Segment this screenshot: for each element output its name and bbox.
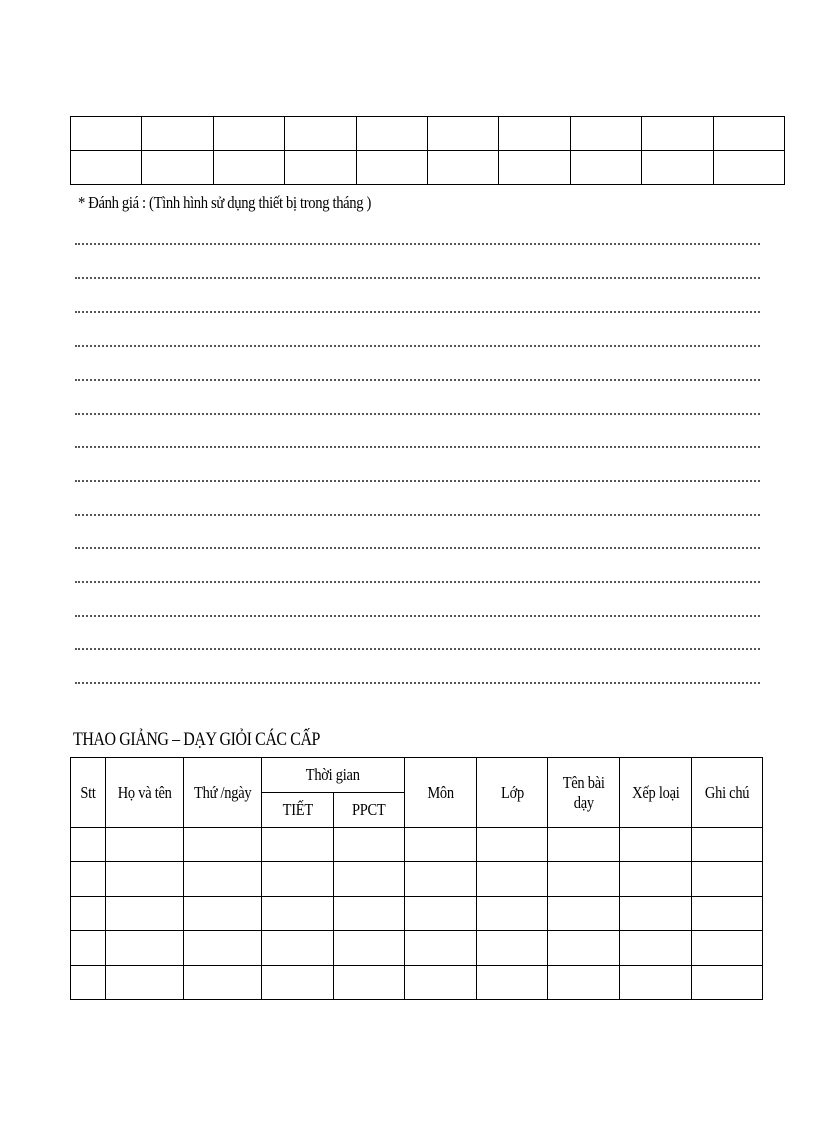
table-cell <box>620 828 692 862</box>
evaluation-heading: * Đánh giá : (Tình hình sử dụng thiết bị trong tháng ) <box>78 193 372 212</box>
dotted-writing-line <box>75 446 760 448</box>
section-title: THAO GIẢNG – DẠY GIỎI CÁC CẤP <box>73 729 321 750</box>
empty-cell <box>642 117 713 151</box>
table-cell <box>106 931 184 965</box>
table-cell <box>71 931 106 965</box>
dotted-writing-line <box>75 648 760 650</box>
table-cell <box>405 862 477 896</box>
top-grid-row <box>71 151 785 185</box>
table-row <box>71 896 763 930</box>
empty-cell <box>713 117 784 151</box>
empty-cell <box>142 151 213 185</box>
table-cell <box>692 862 763 896</box>
table-cell <box>184 896 262 930</box>
table-cell <box>262 828 334 862</box>
top-grid-row <box>71 117 785 151</box>
dotted-writing-line <box>75 547 760 549</box>
table-cell <box>106 828 184 862</box>
table-cell <box>548 862 620 896</box>
header-lop: Lớp <box>477 758 548 828</box>
table-row <box>71 828 763 862</box>
empty-cell <box>499 117 570 151</box>
table-cell <box>692 828 763 862</box>
dotted-writing-line <box>75 581 760 583</box>
table-cell <box>334 828 405 862</box>
header-stt: Stt <box>71 758 106 828</box>
table-cell <box>477 965 548 999</box>
table-cell <box>692 896 763 930</box>
table-cell <box>334 896 405 930</box>
table-row <box>71 931 763 965</box>
table-cell <box>405 828 477 862</box>
table-cell <box>477 931 548 965</box>
header-thoi-gian: Thời gian <box>262 758 405 793</box>
table-cell <box>405 965 477 999</box>
empty-cell <box>642 151 713 185</box>
table-cell <box>184 965 262 999</box>
empty-cell <box>213 151 284 185</box>
dotted-writing-line <box>75 413 760 415</box>
table-cell <box>477 896 548 930</box>
empty-cell <box>570 151 641 185</box>
empty-cell <box>427 117 498 151</box>
empty-cell <box>427 151 498 185</box>
empty-cell <box>71 151 142 185</box>
empty-cell <box>71 117 142 151</box>
header-tiet: TIẾT <box>262 793 334 828</box>
table-cell <box>620 965 692 999</box>
dotted-writing-line <box>75 277 760 279</box>
table-cell <box>334 931 405 965</box>
table-cell <box>184 931 262 965</box>
table-cell <box>692 931 763 965</box>
table-cell <box>548 896 620 930</box>
header-ghi-chu: Ghi chú <box>692 758 763 828</box>
dotted-writing-line <box>75 311 760 313</box>
table-cell <box>106 862 184 896</box>
header-mon: Môn <box>405 758 477 828</box>
header-ten-bai-day: Tên bài dạy <box>548 758 620 828</box>
table-cell <box>334 862 405 896</box>
empty-cell <box>356 117 427 151</box>
empty-cell <box>499 151 570 185</box>
table-cell <box>184 862 262 896</box>
teaching-table <box>70 757 763 1000</box>
table-cell <box>71 828 106 862</box>
table-cell <box>548 931 620 965</box>
table-cell <box>548 965 620 999</box>
header-thu-ngay: Thứ /ngày <box>184 758 262 828</box>
table-cell <box>262 896 334 930</box>
empty-cell <box>213 117 284 151</box>
top-grid-table <box>70 116 785 185</box>
empty-cell <box>570 117 641 151</box>
table-cell <box>692 965 763 999</box>
table-cell <box>106 896 184 930</box>
table-cell <box>71 896 106 930</box>
table-cell <box>262 862 334 896</box>
table-cell <box>405 896 477 930</box>
table-cell <box>548 828 620 862</box>
table-cell <box>334 965 405 999</box>
table-row <box>71 862 763 896</box>
empty-cell <box>285 151 356 185</box>
table-cell <box>477 828 548 862</box>
header-ppct: PPCT <box>334 793 405 828</box>
table-cell <box>184 828 262 862</box>
table-row <box>71 965 763 999</box>
table-cell <box>106 965 184 999</box>
dotted-writing-line <box>75 682 760 684</box>
header-xep-loai: Xếp loại <box>620 758 692 828</box>
table-cell <box>71 862 106 896</box>
table-cell <box>620 931 692 965</box>
dotted-writing-line <box>75 379 760 381</box>
table-cell <box>71 965 106 999</box>
dotted-writing-line <box>75 345 760 347</box>
empty-cell <box>285 117 356 151</box>
header-row <box>71 758 763 793</box>
header-ho-ten: Họ và tên <box>106 758 184 828</box>
empty-cell <box>356 151 427 185</box>
table-cell <box>620 896 692 930</box>
table-cell <box>405 931 477 965</box>
table-cell <box>262 931 334 965</box>
empty-cell <box>713 151 784 185</box>
dotted-writing-line <box>75 480 760 482</box>
dotted-writing-line <box>75 514 760 516</box>
dotted-writing-line <box>75 615 760 617</box>
empty-cell <box>142 117 213 151</box>
table-cell <box>262 965 334 999</box>
table-cell <box>620 862 692 896</box>
dotted-writing-line <box>75 243 760 245</box>
table-cell <box>477 862 548 896</box>
